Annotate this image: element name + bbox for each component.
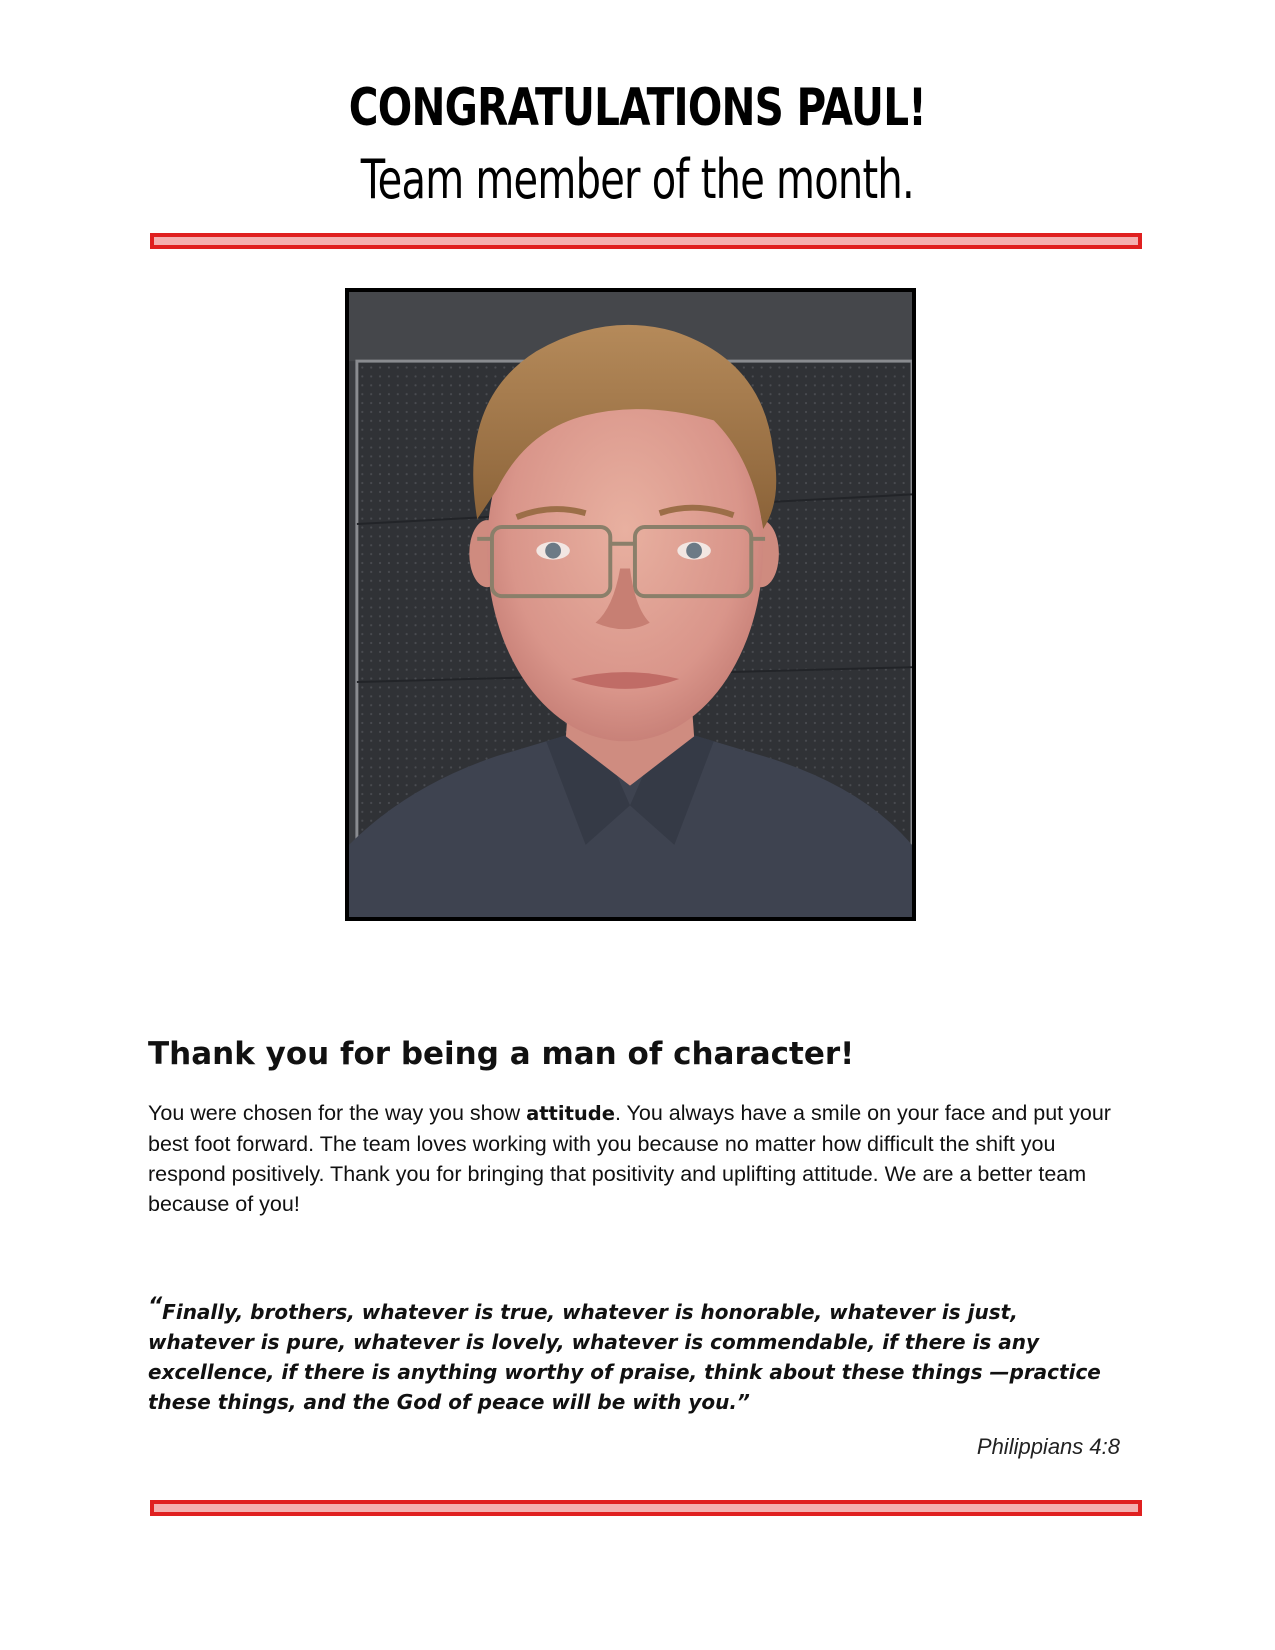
message-body-intro: You were chosen for the way you show [148, 1101, 527, 1125]
quote-citation: Philippians 4:8 [976, 1434, 1120, 1459]
quote-text: Finally, brothers, whatever is true, whatever is honorable, whatever is just, whatever is pure, whatever is lovely, whatever is commendable, if there is any excellence, if there is anything worthy of praise, think about these things —practice these things, and the God of peace will be with you.” [148, 1300, 1101, 1414]
bottom-divider [150, 1500, 1142, 1516]
page-subtitle: Team member of the month. [360, 148, 914, 211]
portrait-illustration [349, 292, 912, 917]
message-body [148, 1098, 1128, 1219]
page-title: CONGRATULATIONS PAUL! [348, 78, 926, 138]
message-heading: Thank you for being a man of character! [148, 1036, 855, 1072]
scripture-quote [148, 1292, 1108, 1417]
message-body-emphasis: attitude [526, 1102, 615, 1125]
quote-open-mark: “ [148, 1294, 163, 1319]
portrait-photo [345, 288, 916, 921]
top-divider [150, 233, 1142, 249]
message-body-rest: . You always have a smile on your face and put your best foot forward. The team loves working with you because no matter how difficult the shift you respond positively. Thank you for bringing that positivity and uplifting attitude. We are a better team because of you! [148, 1101, 1111, 1216]
